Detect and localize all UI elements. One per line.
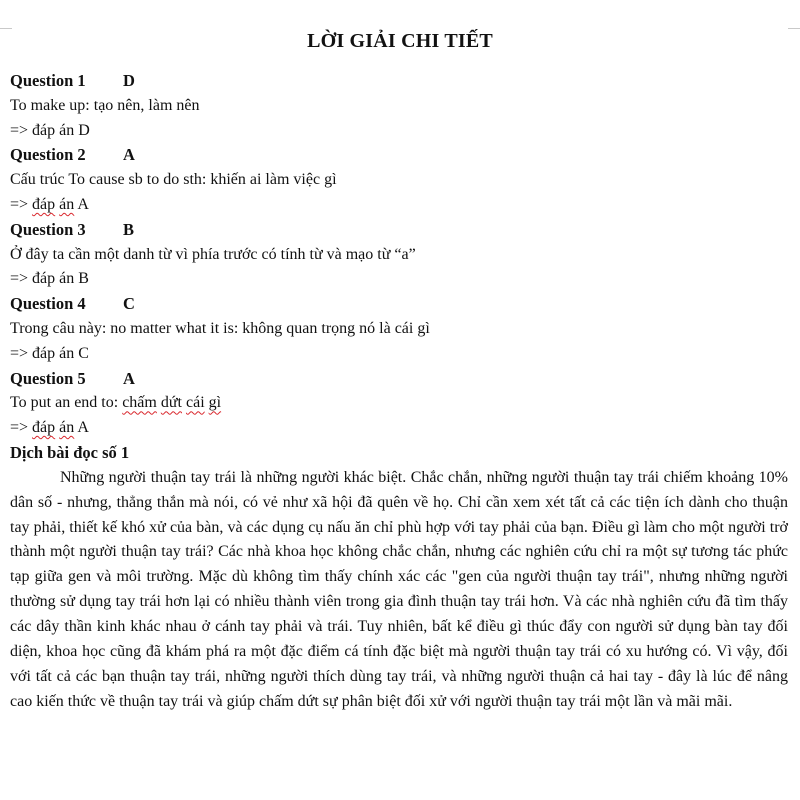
result-word-misspelled: đáp bbox=[32, 195, 56, 213]
page-title: LỜI GIẢI CHI TIẾT bbox=[307, 30, 493, 52]
question-1-label: Question 1 bbox=[10, 71, 86, 90]
result-word: án bbox=[59, 270, 75, 288]
question-3-explanation: Ở đây ta cần một danh từ vì phía trước có tính từ và mạo từ “a” bbox=[10, 245, 416, 263]
question-2-header bbox=[10, 143, 790, 168]
question-1-header bbox=[10, 69, 790, 94]
result-arrow: => bbox=[10, 419, 33, 437]
explanation-word-misspelled: gì bbox=[208, 394, 222, 412]
question-1-result bbox=[10, 119, 790, 144]
question-5-header bbox=[10, 367, 790, 392]
question-3-label: Question 3 bbox=[10, 219, 86, 239]
result-word: đáp bbox=[32, 270, 56, 288]
question-3-answer: B bbox=[123, 219, 135, 239]
question-4-result bbox=[10, 342, 790, 367]
page-corner-mark-right bbox=[788, 28, 800, 29]
result-word-misspelled: án bbox=[59, 195, 75, 213]
question-3-result bbox=[10, 267, 790, 292]
result-arrow: => bbox=[10, 121, 33, 139]
result-arrow: => bbox=[10, 195, 33, 213]
result-letter: A bbox=[77, 419, 89, 437]
result-letter: B bbox=[78, 270, 89, 288]
question-5-explanation bbox=[10, 391, 790, 416]
result-word: án bbox=[59, 344, 75, 362]
question-3-header bbox=[10, 218, 790, 243]
result-word-misspelled: đáp bbox=[32, 419, 56, 437]
explanation-text: To put an end to: bbox=[10, 394, 123, 412]
reading-paragraph: Những người thuận tay trái là những người khác biệt. Chắc chắn, những người thuận tay trái chiếm khoảng 10% dân số - nhưng, thẳng thắn mà nói, có vẻ như xã hội đã quên về họ. Chỉ cần xem xét tất cả các tiện ích dành cho thuận tay phải, thiết kế khó xử của bàn, và các dụng cụ nấu ăn chỉ phù hợp với tay phải của bạn. Điều gì làm cho một người trở thành một người thuận tay trái? Các nhà khoa học không chắc chắn, nhưng các nghiên cứu chỉ ra một sự tương tác phức tạp giữa gen và môi trường. Mặc dù không tìm thấy chính xác các "gen của người thuận tay trái", nhưng những người thường sử dụng tay trái hơn lại có nhiều thành viên trong gia đình thuận tay trái hơn. Và các nhà nghiên cứu đã tìm thấy các dây thần kinh khác nhau ở cánh tay phải và trái. Tuy nhiên, bất kể điều gì thúc đẩy con người sử dụng bàn tay đối diện, khoa học cũng đã khám phá ra một đặc điểm cá tính đặc biệt mà người thuận tay trái có xu hướng có. Vì vậy, đối với tất cả các bạn thuận tay trái, những người thích dùng tay trái, và những người thuận cả hai tay - đây là lúc để nâng cao kiến thức về thuận tay trái và giúp chấm dứt sự phân biệt đối xử với người thuận tay trái một lần và mãi mãi. bbox=[10, 468, 788, 710]
result-letter: D bbox=[78, 121, 90, 139]
question-4-header bbox=[10, 292, 790, 317]
explanation-word-misspelled: cái bbox=[185, 394, 205, 412]
question-4-explanation: Trong câu này: no matter what it is: không quan trọng nó là cái gì bbox=[10, 319, 430, 337]
question-2-result bbox=[10, 193, 790, 218]
question-2-explanation: Cấu trúc To cause sb to do sth: khiến ai làm việc gì bbox=[10, 171, 337, 189]
explanation-word-misspelled: chấm bbox=[122, 394, 157, 412]
question-1-answer: D bbox=[123, 71, 135, 90]
result-arrow: => bbox=[10, 270, 33, 288]
question-1-explanation: To make up: tạo nên, làm nên bbox=[10, 96, 200, 114]
question-4-label: Question 4 bbox=[10, 294, 86, 314]
result-letter: C bbox=[78, 344, 89, 362]
result-word: án bbox=[59, 121, 75, 139]
explanation-word-misspelled: dứt bbox=[160, 394, 182, 412]
result-letter: A bbox=[77, 195, 89, 213]
reading-heading: Dịch bài đọc số 1 bbox=[10, 442, 130, 462]
question-2-answer: A bbox=[123, 145, 135, 165]
result-word-misspelled: án bbox=[59, 419, 75, 437]
result-arrow: => bbox=[10, 344, 33, 362]
question-2-label: Question 2 bbox=[10, 145, 86, 165]
question-5-answer: A bbox=[123, 368, 135, 388]
question-4-answer: C bbox=[123, 294, 135, 314]
result-word: đáp bbox=[32, 344, 56, 362]
question-5-label: Question 5 bbox=[10, 368, 86, 388]
page-corner-mark-left bbox=[0, 28, 12, 29]
result-word: đáp bbox=[32, 121, 56, 139]
question-5-result bbox=[10, 416, 790, 441]
